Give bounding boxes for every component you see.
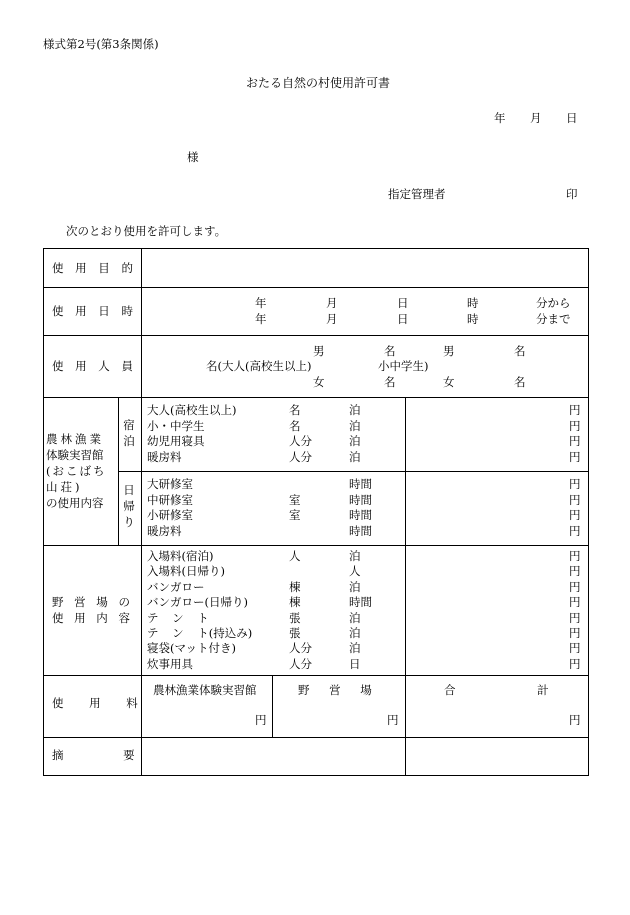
rule (44, 545, 588, 546)
day-item-unit: 室 (289, 508, 301, 522)
camp-item-unit2: 時間 (349, 595, 372, 609)
camp-item-unit: 張 (289, 626, 301, 640)
camp-item-unit: 人分 (289, 641, 312, 655)
camp-item-unit2: 泊 (349, 580, 361, 594)
rule (405, 675, 406, 775)
rule (272, 675, 273, 737)
fee-yen-camp: 円 (387, 713, 399, 727)
camp-item-unit2: 泊 (349, 549, 361, 563)
camp-label-line1: 野 営 場 の (52, 595, 130, 609)
row-label-datetime: 使 用 日 時 (52, 304, 133, 318)
time-until: 分まで (536, 312, 571, 326)
camp-item-name: テ ン ト(持込み) (147, 626, 253, 640)
camp-item-yen: 円 (569, 641, 581, 655)
time-hour: 時 (467, 312, 479, 326)
camp-item-name: 入場料(日帰り) (147, 564, 225, 578)
time-month: 月 (326, 296, 338, 310)
camp-item-unit2: 人 (349, 564, 361, 578)
date-year-label: 年 (494, 111, 506, 125)
persons-adult-line: 名(大人(高校生以上) (206, 359, 312, 373)
camp-item-name: テ ン ト (147, 611, 209, 625)
fee-yen-facility: 円 (255, 713, 267, 727)
camp-item-yen: 円 (569, 626, 581, 640)
camp-item-unit: 張 (289, 611, 301, 625)
camp-item-unit2: 泊 (349, 611, 361, 625)
daytrip-label: 日 帰 り (123, 483, 135, 529)
day-item-unit2: 時間 (349, 524, 372, 538)
time-day: 日 (397, 312, 409, 326)
stay-item-unit: 人分 (289, 434, 312, 448)
rule (44, 335, 588, 336)
manager-label: 指定管理者 (388, 187, 446, 201)
camp-item-unit2: 日 (349, 657, 361, 671)
camp-item-unit: 人 (289, 549, 301, 563)
camp-item-name: バンガロー(日帰り) (147, 595, 248, 609)
day-item-yen: 円 (569, 508, 581, 522)
rule (44, 397, 588, 398)
row-label-purpose: 使 用 目 的 (52, 261, 133, 275)
day-item-unit: 室 (289, 493, 301, 507)
stay-item-yen: 円 (569, 434, 581, 448)
fee-header-total: 合 計 (444, 683, 549, 697)
stay-item-yen: 円 (569, 419, 581, 433)
camp-item-yen: 円 (569, 611, 581, 625)
camp-item-yen: 円 (569, 549, 581, 563)
persons-name: 名 (384, 375, 396, 389)
intro-text: 次のとおり使用を許可します。 (66, 224, 227, 238)
day-item-unit2: 時間 (349, 493, 372, 507)
camp-item-unit: 人分 (289, 657, 312, 671)
rule (44, 675, 588, 676)
time-from: 分から (536, 296, 571, 310)
stay-item-name: 暖房料 (147, 450, 182, 464)
stay-item-unit2: 泊 (349, 434, 361, 448)
day-item-yen: 円 (569, 477, 581, 491)
stay-item-name: 小・中学生 (147, 419, 205, 433)
camp-item-unit: 棟 (289, 580, 301, 594)
time-hour: 時 (467, 296, 479, 310)
persons-male: 男 (443, 344, 455, 358)
page-title: おたる自然の村使用許可書 (246, 76, 391, 90)
camp-item-yen: 円 (569, 580, 581, 594)
date-month-label: 月 (530, 111, 542, 125)
rule (405, 397, 406, 675)
persons-female: 女 (443, 375, 455, 389)
fee-yen-total: 円 (569, 713, 581, 727)
camp-item-unit2: 泊 (349, 641, 361, 655)
camp-item-yen: 円 (569, 564, 581, 578)
form-number: 様式第2号(第3条関係) (43, 37, 159, 51)
time-year: 年 (255, 296, 267, 310)
stay-label: 宿 泊 (123, 418, 135, 448)
time-day: 日 (397, 296, 409, 310)
stay-item-name: 幼児用寝具 (147, 434, 205, 448)
stay-item-unit: 名 (289, 419, 301, 433)
time-year: 年 (255, 312, 267, 326)
day-item-unit2: 時間 (349, 477, 372, 491)
persons-name: 名 (514, 375, 526, 389)
day-item-unit2: 時間 (349, 508, 372, 522)
camp-item-name: 寝袋(マット付き) (147, 641, 237, 655)
camp-item-name: 入場料(宿泊) (147, 549, 214, 563)
persons-child-line: 小中学生) (378, 359, 429, 373)
facility-label: 農林漁業 体験実習館 (おこばち 山荘) の使用内容 (46, 432, 107, 510)
time-month: 月 (326, 312, 338, 326)
stay-item-unit2: 泊 (349, 450, 361, 464)
rule (141, 249, 142, 775)
day-item-name: 中研修室 (147, 493, 193, 507)
camp-item-yen: 円 (569, 595, 581, 609)
stay-item-unit: 人分 (289, 450, 312, 464)
persons-male: 男 (313, 344, 325, 358)
row-label-summary: 摘 要 (52, 748, 135, 762)
day-item-name: 小研修室 (147, 508, 193, 522)
addressee-suffix: 様 (187, 150, 199, 164)
stay-item-unit2: 泊 (349, 403, 361, 417)
rule (44, 287, 588, 288)
persons-name: 名 (384, 344, 396, 358)
fee-header-camp: 野 営 場 (298, 683, 372, 697)
persons-name: 名 (514, 344, 526, 358)
camp-label-line2: 使 用 内 容 (52, 611, 130, 625)
row-label-persons: 使 用 人 員 (52, 359, 133, 373)
camp-item-name: 炊事用具 (147, 657, 193, 671)
stay-item-yen: 円 (569, 403, 581, 417)
camp-item-unit: 棟 (289, 595, 301, 609)
stay-item-unit2: 泊 (349, 419, 361, 433)
stay-item-name: 大人(高校生以上) (147, 403, 237, 417)
rule (44, 737, 588, 738)
persons-female: 女 (313, 375, 325, 389)
rule (118, 471, 588, 472)
day-item-name: 大研修室 (147, 477, 193, 491)
row-label-fee: 使 用 料 (52, 696, 138, 710)
day-item-yen: 円 (569, 524, 581, 538)
camp-item-name: バンガロー (147, 580, 205, 594)
camp-item-unit2: 泊 (349, 626, 361, 640)
day-item-yen: 円 (569, 493, 581, 507)
stay-item-yen: 円 (569, 450, 581, 464)
day-item-name: 暖房料 (147, 524, 182, 538)
stay-item-unit: 名 (289, 403, 301, 417)
date-day-label: 日 (566, 111, 578, 125)
camp-item-yen: 円 (569, 657, 581, 671)
fee-header-facility: 農林漁業体験実習館 (153, 683, 257, 697)
seal-label: 印 (566, 187, 578, 201)
